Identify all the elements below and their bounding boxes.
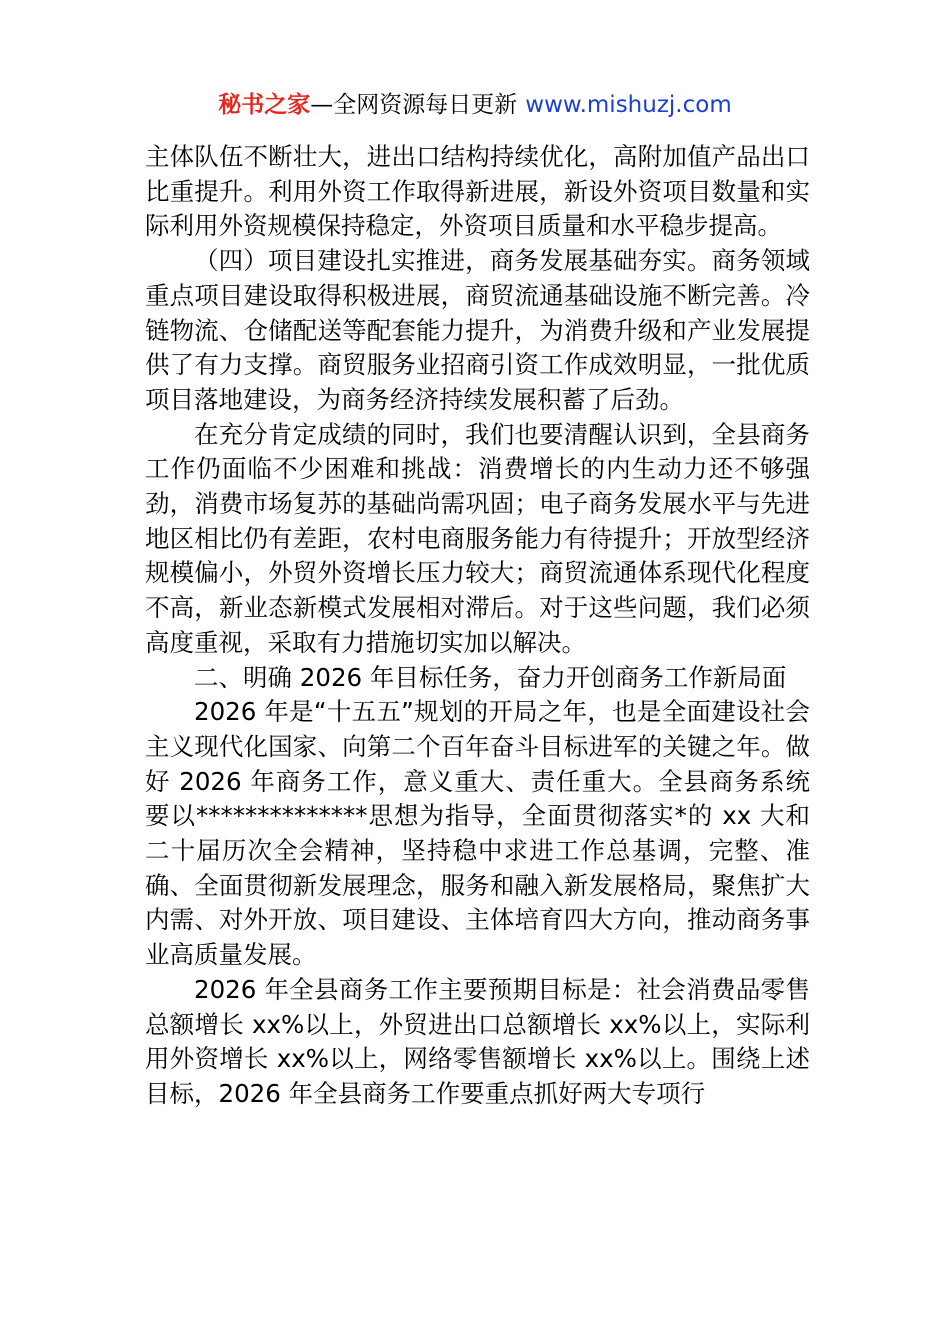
paragraph-2: （四）项目建设扎实推进，商务发展基础夯实。商务领域重点项目建设取得积极进展，商贸流通基础设施不断完善。冷链物流、仓储配送等配套能力提升，为消费升级和产业发展提供了有力支撑。商贸服务业招商引资工作成效明显，一批优质项目落地建设，为商务经济持续发展积蓄了后劲。 (145, 246, 810, 414)
paragraph-4: 2026 年是“十五五”规划的开局之年，也是全面建设社会主义现代化国家、向第二个百年奋斗目标进军的关键之年。做好 2026 年商务工作，意义重大、责任重大。全县商务系统要以**************思想为指导，全面贯彻落实*的 xx 大和二十届历次全会精神，坚持稳中求进工作总基调，完整、准确、全面贯彻新发展理念，服务和融入新发展格局，聚焦扩大内需、对外开放、项目建设、主体培育四大方向，推动商务事业高质量发展。 (145, 697, 810, 970)
site-brand: 秘书之家 (218, 92, 311, 118)
paragraph-3: 在充分肯定成绩的同时，我们也要清醒认识到，全县商务工作仍面临不少困难和挑战：消费增长的内生动力还不够强劲，消费市场复苏的基础尚需巩固；电子商务发展水平与先进地区相比仍有差距，农村电商服务能力有待提升；开放型经济规模偏小，外贸外资增长压力较大；商贸流通体系现代化程度不高，新业态新模式发展相对滞后。对于这些问题，我们必须高度重视，采取有力措施切实加以解决。 (145, 419, 810, 657)
section-heading: 二、明确 2026 年目标任务，奋力开创商务工作新局面 (194, 662, 787, 692)
paragraph-5: 2026 年全县商务工作主要预期目标是：社会消费品零售总额增长 xx%以上，外贸进出口总额增长 xx%以上，实际利用外资增长 xx%以上，网络零售额增长 xx%以上。围绕上述目标，2026 年全县商务工作要重点抓好两大专项行 (145, 974, 810, 1108)
site-header (0, 88, 950, 122)
paragraph-1: 主体队伍不断壮大，进出口结构持续优化，高附加值产品出口比重提升。利用外资工作取得新进展，新设外资项目数量和实际利用外资规模保持稳定，外资项目质量和水平稳步提高。 (145, 142, 810, 241)
site-tagline: —全网资源每日更新 (310, 92, 518, 118)
document-body (145, 140, 810, 1112)
site-url[interactable]: www.mishuzj.com (525, 92, 732, 118)
